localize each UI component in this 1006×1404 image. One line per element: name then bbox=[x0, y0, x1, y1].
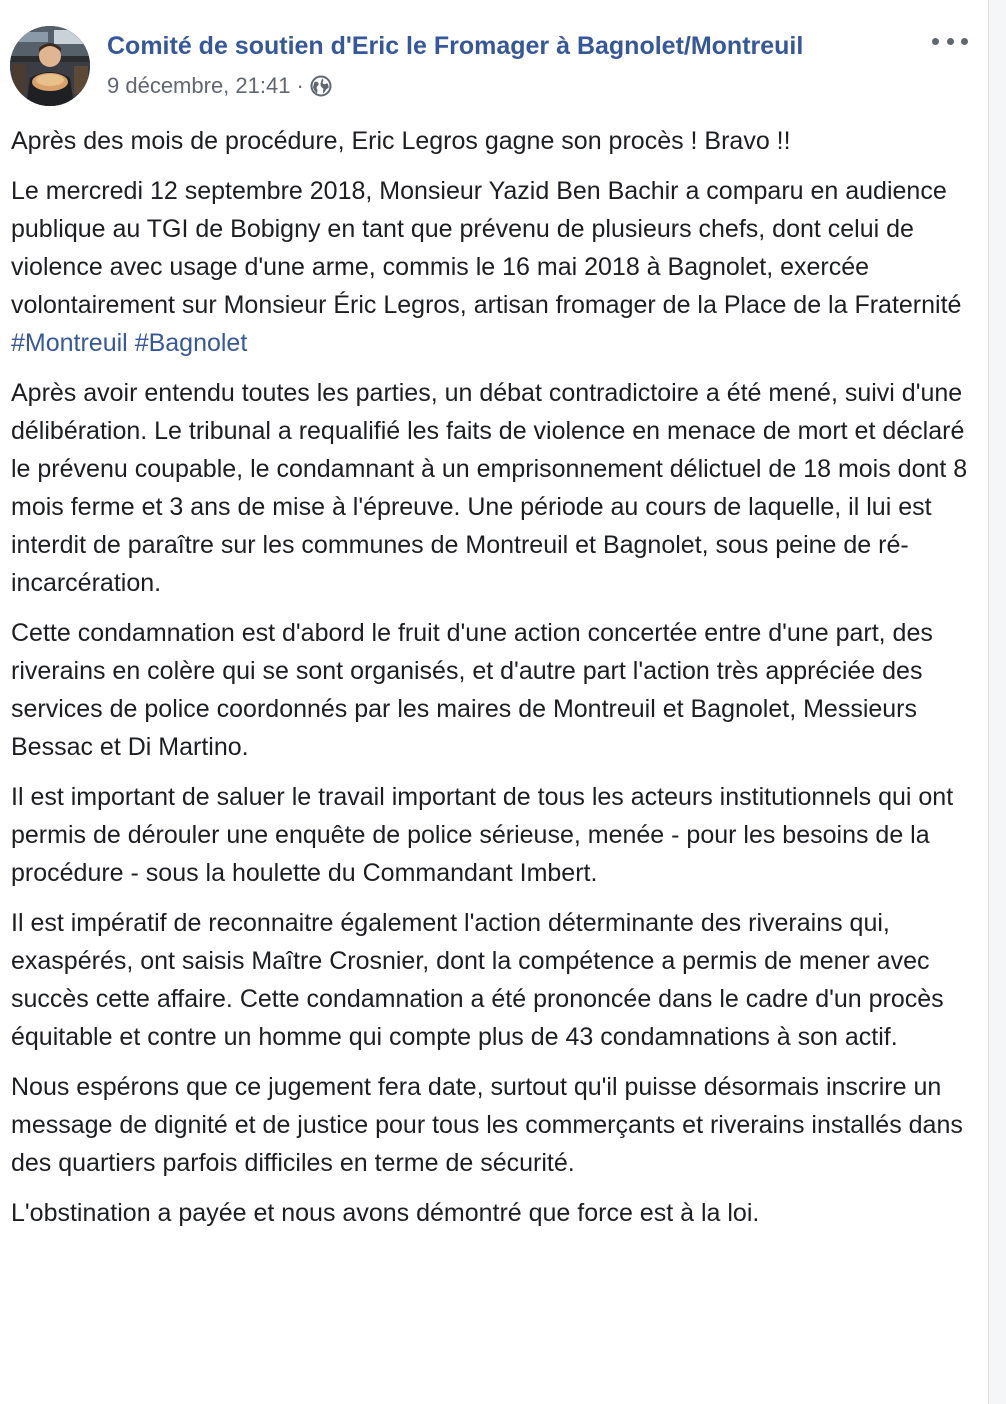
page-name-link[interactable]: Comité de soutien d'Eric le Fromager à Bagnolet/Montreuil bbox=[107, 32, 804, 60]
post-paragraph-5: Il est important de saluer le travail important de tous les acteurs institutionnels qui ont permis de dérouler une enquête de police sérieuse, menée - pour les besoins de la procédure - sous la houlette du Commandant Imbert. bbox=[11, 783, 954, 887]
more-options-button[interactable] bbox=[928, 26, 972, 56]
post-timestamp[interactable]: 9 décembre, 21:41 bbox=[107, 73, 291, 98]
globe-icon[interactable] bbox=[310, 75, 332, 97]
more-dot-icon bbox=[932, 38, 939, 45]
page-avatar[interactable] bbox=[10, 26, 90, 106]
page-background-strip bbox=[989, 0, 1006, 1404]
more-dot-icon bbox=[947, 38, 954, 45]
avatar-photo-icon bbox=[10, 26, 90, 106]
post-paragraph-2-text: Le mercredi 12 septembre 2018, Monsieur Yazid Ben Bachir a comparu en audience publique au TGI de Bobigny en tant que prévenu de plusieurs chefs, dont celui de violence avec usage d'une arme, commis le 16 mai 2018 à Bagnolet, exercée volontairement sur Monsieur Éric Legros, artisan fromager de la Place de la Fraternité bbox=[11, 177, 962, 319]
hashtag-bagnolet-link[interactable]: #Bagnolet bbox=[134, 329, 248, 357]
post-paragraph-6: Il est impératif de reconnaitre également l'action déterminante des riverains qui, exaspérés, ont saisis Maître Crosnier, dont la compétence a permis de mener avec succès cette affaire. Cette condamnation a été prononcée dans le cadre d'un procès équitable et contre un homme qui compte plus de 43 condamnations à son actif. bbox=[11, 909, 944, 1051]
post-paragraph-2 bbox=[11, 172, 971, 362]
post-paragraph-8: L'obstination a payée et nous avons démontré que force est à la loi. bbox=[11, 1199, 760, 1227]
post-paragraph-3: Après avoir entendu toutes les parties, un débat contradictoire a été mené, suivi d'une délibération. Le tribunal a requalifié les faits de violence en menace de mort et déclaré le prévenu coupable, le condamnant à un emprisonnement délictuel de 18 mois dont 8 mois ferme et 3 ans de mise à l'épreuve. Une période au cours de laquelle, il lui est interdit de paraître sur les communes de Montreuil et Bagnolet, sous peine de ré-incarcération. bbox=[11, 379, 968, 597]
more-dot-icon bbox=[961, 38, 968, 45]
post-paragraph-4: Cette condamnation est d'abord le fruit d'une action concertée entre d'une part, des riverains en colère qui se sont organisés, et d'autre part l'action très appréciée des services de police coordonnés par les maires de Montreuil et Bagnolet, Messieurs Bessac et Di Martino. bbox=[11, 619, 933, 761]
post-body bbox=[11, 122, 971, 1244]
post-header bbox=[10, 26, 980, 106]
post-paragraph-7: Nous espérons que ce jugement fera date, surtout qu'il puisse désormais inscrire un message de dignité et de justice pour tous les commerçants et riverains installés dans des quartiers parfois difficiles en terme de sécurité. bbox=[11, 1073, 963, 1177]
post-paragraph-1: Après des mois de procédure, Eric Legros gagne son procès ! Bravo !! bbox=[11, 127, 791, 155]
meta-separator: · bbox=[296, 73, 304, 98]
post-meta bbox=[107, 73, 332, 99]
hashtag-montreuil-link[interactable]: #Montreuil bbox=[11, 329, 128, 357]
